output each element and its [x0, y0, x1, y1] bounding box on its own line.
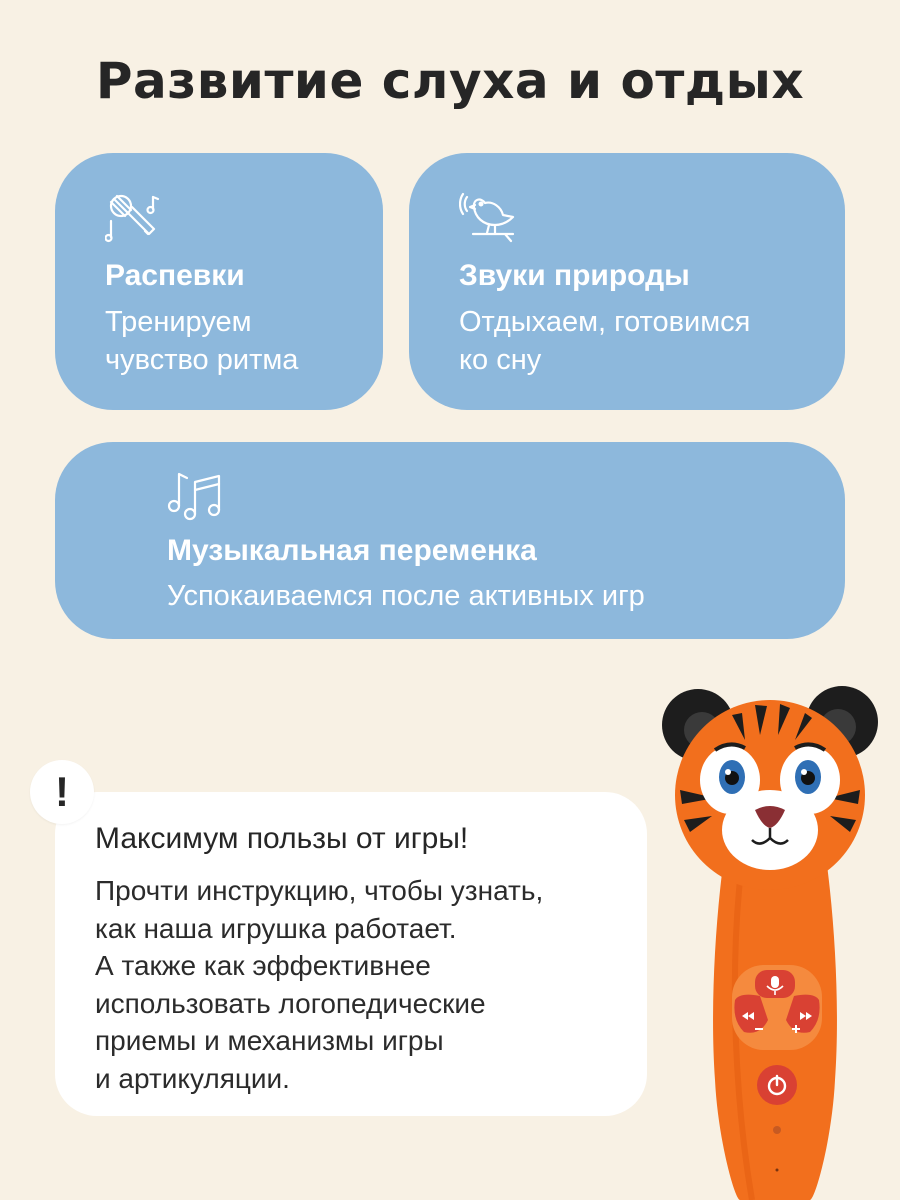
note-text [95, 872, 543, 1097]
card-description-line: Успокаиваемся после активных игр [167, 580, 645, 612]
card-description [167, 577, 645, 615]
feature-card-singing [55, 153, 383, 410]
card-title: Музыкальная переменка [167, 534, 537, 567]
note-line: использовать логопедические [95, 987, 486, 1019]
note-title: Максимум пользы от игры! [95, 822, 469, 855]
card-description [105, 303, 298, 379]
card-description [459, 303, 750, 379]
microphone-icon [105, 191, 165, 247]
tiger-pen-illustration [660, 680, 890, 1200]
feature-card-music-break [55, 442, 845, 639]
page-title: Развитие слуха и отдых [95, 52, 805, 110]
card-title: Звуки природы [459, 259, 690, 292]
exclamation-icon: ! [30, 760, 94, 824]
instruction-note [55, 792, 647, 1116]
note-line: приемы и механизмы игры [95, 1025, 444, 1056]
card-title: Распевки [105, 259, 245, 292]
note-line: Прочти инструкцию, чтобы узнать, [95, 875, 544, 906]
note-line: как наша игрушка работает. [95, 912, 457, 944]
bird-icon [459, 189, 519, 247]
feature-card-nature [409, 153, 845, 410]
note-line: А также как эффективнее [95, 950, 431, 981]
note-line: и артикуляции. [95, 1062, 290, 1094]
card-description-line: Отдыхаем, готовимся [459, 306, 751, 338]
card-description-line: чувство ритма [105, 344, 299, 376]
music-notes-icon [167, 468, 225, 522]
card-description-line: ко сну [459, 344, 542, 376]
card-description-line: Тренируем [105, 306, 252, 338]
